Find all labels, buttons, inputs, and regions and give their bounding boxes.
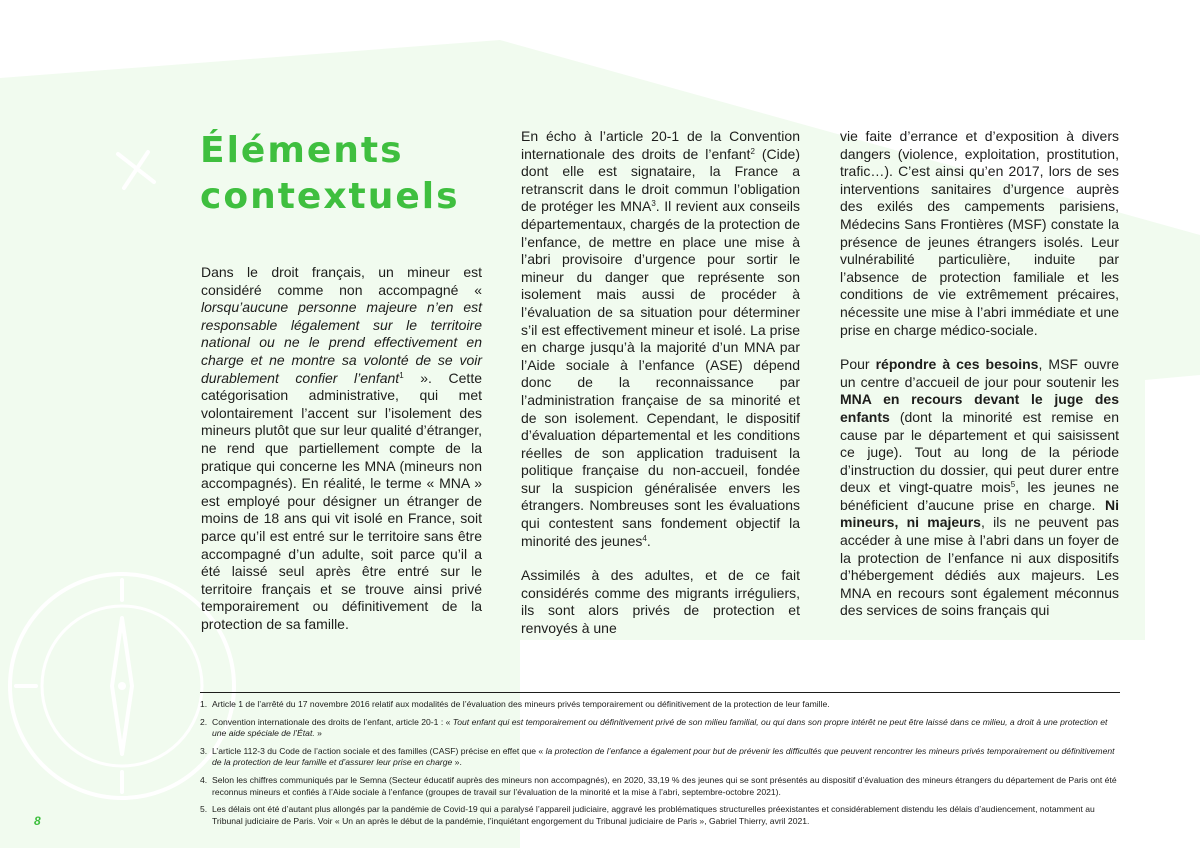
footnote	[200, 717, 1120, 740]
quoted-definition: lorsqu’aucune personne majeure n’en est responsable légalement sur le territoire national ou ne le prend effectivement en charge et ne montre sa volonté de se voir durablement confier l’enfant	[201, 299, 482, 386]
footnote-quote: la protection de l’enfance a également pour but de prévenir les difficultés que peuvent rencontrer les mineurs privés temporairement ou définitivement de la protection de leur famille et d’assurer leur prise en charge	[212, 745, 1115, 768]
text-run: Pour	[840, 356, 876, 373]
text-run: (dont la minorité est remise en cause par le département et qui saisissent ce juge). Tout au long de la période d’instruction du dossier, qui peut durer entre deux et vingt-quatre mois	[840, 408, 1119, 496]
bold-text: Ni mineurs, ni majeurs	[840, 496, 1119, 531]
text-run: En écho à l’article 20-1 de la Convention internationale des droits de l’enfant	[521, 128, 800, 162]
text-run: , les jeunes ne bénéficient d’aucune prise en charge.	[840, 479, 1119, 513]
footnote-ref: 5	[1010, 480, 1016, 490]
paragraph	[840, 356, 1119, 620]
footnote-divider	[200, 692, 1120, 693]
cross-icon	[108, 140, 164, 196]
section-title	[200, 128, 500, 220]
paragraph: vie faite d’errance et d’exposition à divers dangers (violence, exploitation, prostitution, trafic…). C’est ainsi qu’en 2017, lors de ses interventions sanitaires d’urgence auprès des exilés des campements parisiens, Médecins Sans Frontières (MSF) constate la présence de jeunes étrangers isolés. Leur vulnérabilité particulière, induite par l’absence de protection familiale et les conditions de vie extrêmement précaires, nécessite une mise à l’abri immédiate et une prise en charge médico-sociale.	[840, 128, 1119, 338]
text-column-3	[840, 128, 1119, 620]
text-run: , MSF ouvre un centre d’accueil de jour pour soutenir les	[840, 356, 1119, 390]
text-run: . Il revient aux conseils départementaux, chargés de la protection de l’enfance, de mettre en place une mise à l’abri provisoire d’urgence pour sortir le mineur du danger que représente son isolement mais aussi de procéder à l’évaluation de sa situation pour déterminer s’il est effectivement mineur et isolé. La prise en charge jusqu’à la majorité d’un MNA par l’Aide sociale à l’enfance (ASE) dépend donc de la reconnaissance par l’administration française de sa minorité et de son isolement. Cependant, le dispositif d’évaluation départemental et les conditions réelles de son application traduisent la politique française du non-accueil, fondée sur la suspicion généralisée envers les étrangers. Nombreuses sont les évaluations qui contestent sans fondement objectif la minorité des jeunes	[521, 198, 800, 549]
footnote-ref: 3	[651, 199, 656, 209]
text-column-2	[521, 128, 800, 638]
footnote-number: 1.	[200, 699, 208, 709]
footnote	[200, 804, 1120, 827]
footnote	[200, 775, 1120, 798]
footnote-text: L’article 112-3 du Code de l’action sociale et des familles (CASF) précise en effet que «	[212, 745, 546, 756]
footnote-text: Selon les chiffres communiqués par le Semna (Secteur éducatif auprès des mineurs non accompagnés), en 2020, 33,19 % des jeunes qui se sont présentés au dispositif d’évaluation des mineurs étrangers du département de Paris ont été reconnus mineurs et confiés à l’Aide sociale à l’enfance (groupes de travail sur l’évaluation de la minorité et la mise à l’abri, septembre-octobre 2021).	[212, 774, 1117, 797]
title-line-2: contextuels	[200, 176, 460, 217]
footnote-ref: 4	[642, 533, 647, 543]
footnote	[200, 746, 1120, 769]
footnotes	[200, 699, 1120, 833]
text-run: ». Cette catégorisation administrative, qui met volontairement l’accent sur l’isolement des mineurs plutôt que sur leur qualité d’étranger, ne rend que partiellement compte de la pratique qui concerne les MNA (mineurs non accompagnés). En réalité, le terme « MNA » est employé pour désigner un étranger de moins de 18 ans qui vit isolé en France, soit parce qu’il est entré sur le territoire sans être accompagné d’un adulte, soit parce qu’il a été laissé seul après être entré sur le territoire français et se trouve ainsi privé temporairement ou définitivement de la protection de sa famille.	[201, 369, 482, 632]
page-number: 8	[34, 814, 41, 828]
text-run: Dans le droit français, un mineur est considéré comme non accompagné «	[201, 264, 482, 298]
text-run: (Cide) dont elle est signataire, la France a retranscrit dans le droit commun l’obligation de protéger les MNA	[521, 145, 800, 215]
paragraph: Assimilés à des adultes, et de ce fait considérés comme des migrants irréguliers, ils sont alors privés de protection et renvoyés à une	[521, 567, 800, 637]
paragraph	[201, 264, 482, 633]
footnote-text: Convention internationale des droits de l’enfant, article 20-1 : «	[212, 716, 453, 727]
title-line-1: Éléments	[200, 130, 404, 171]
text-column-1	[201, 264, 482, 633]
paragraph	[521, 128, 800, 550]
footnote-number: 3.	[200, 745, 208, 756]
footnote-number: 5.	[200, 804, 208, 815]
bold-text: répondre à ces besoins	[875, 356, 1039, 373]
footnote-ref: 2	[750, 146, 755, 156]
text-run: , ils ne peuvent pas accéder à une mise à l’abri dans un foyer de la protection de l’enfance ni aux dispositifs d’hébergement dédiés aux majeurs. Les MNA en recours sont également méconnus des services de soins français qui	[840, 514, 1119, 619]
footnote-text: Article 1 de l’arrêté du 17 novembre 2016 relatif aux modalités de l’évaluation des mineurs privés temporairement ou définitivement de la protection de leur famille.	[212, 699, 830, 709]
footnote-text: ».	[452, 757, 462, 768]
bold-text: MNA en recours devant le juge des enfants	[840, 391, 1119, 425]
footnote-number: 2.	[200, 716, 208, 727]
footnote	[200, 699, 1120, 711]
text-run: .	[646, 532, 651, 549]
footnote-ref: 1	[399, 370, 404, 380]
footnote-text: Les délais ont été d’autant plus allongés par la pandémie de Covid-19 qui a paralysé l’appareil judiciaire, aggravé les problématiques structurelles préexistantes et considérablement distendu les délais d’audiencement, notamment au Tribunal judiciaire de Paris. Voir « Un an après le début de la pandémie, l’inquiétant engorgement du Tribunal judiciaire de Paris », Gabriel Thierry, avril 2021.	[212, 804, 1095, 826]
footnote-text: »	[314, 728, 322, 739]
footnote-quote: Tout enfant qui est temporairement ou définitivement privé de son milieu familial, ou qui dans son propre intérêt ne peut être laissé dans ce milieu, a droit à une protection et une aide spéciale de l’État.	[212, 716, 1108, 739]
footnote-number: 4.	[200, 774, 208, 785]
